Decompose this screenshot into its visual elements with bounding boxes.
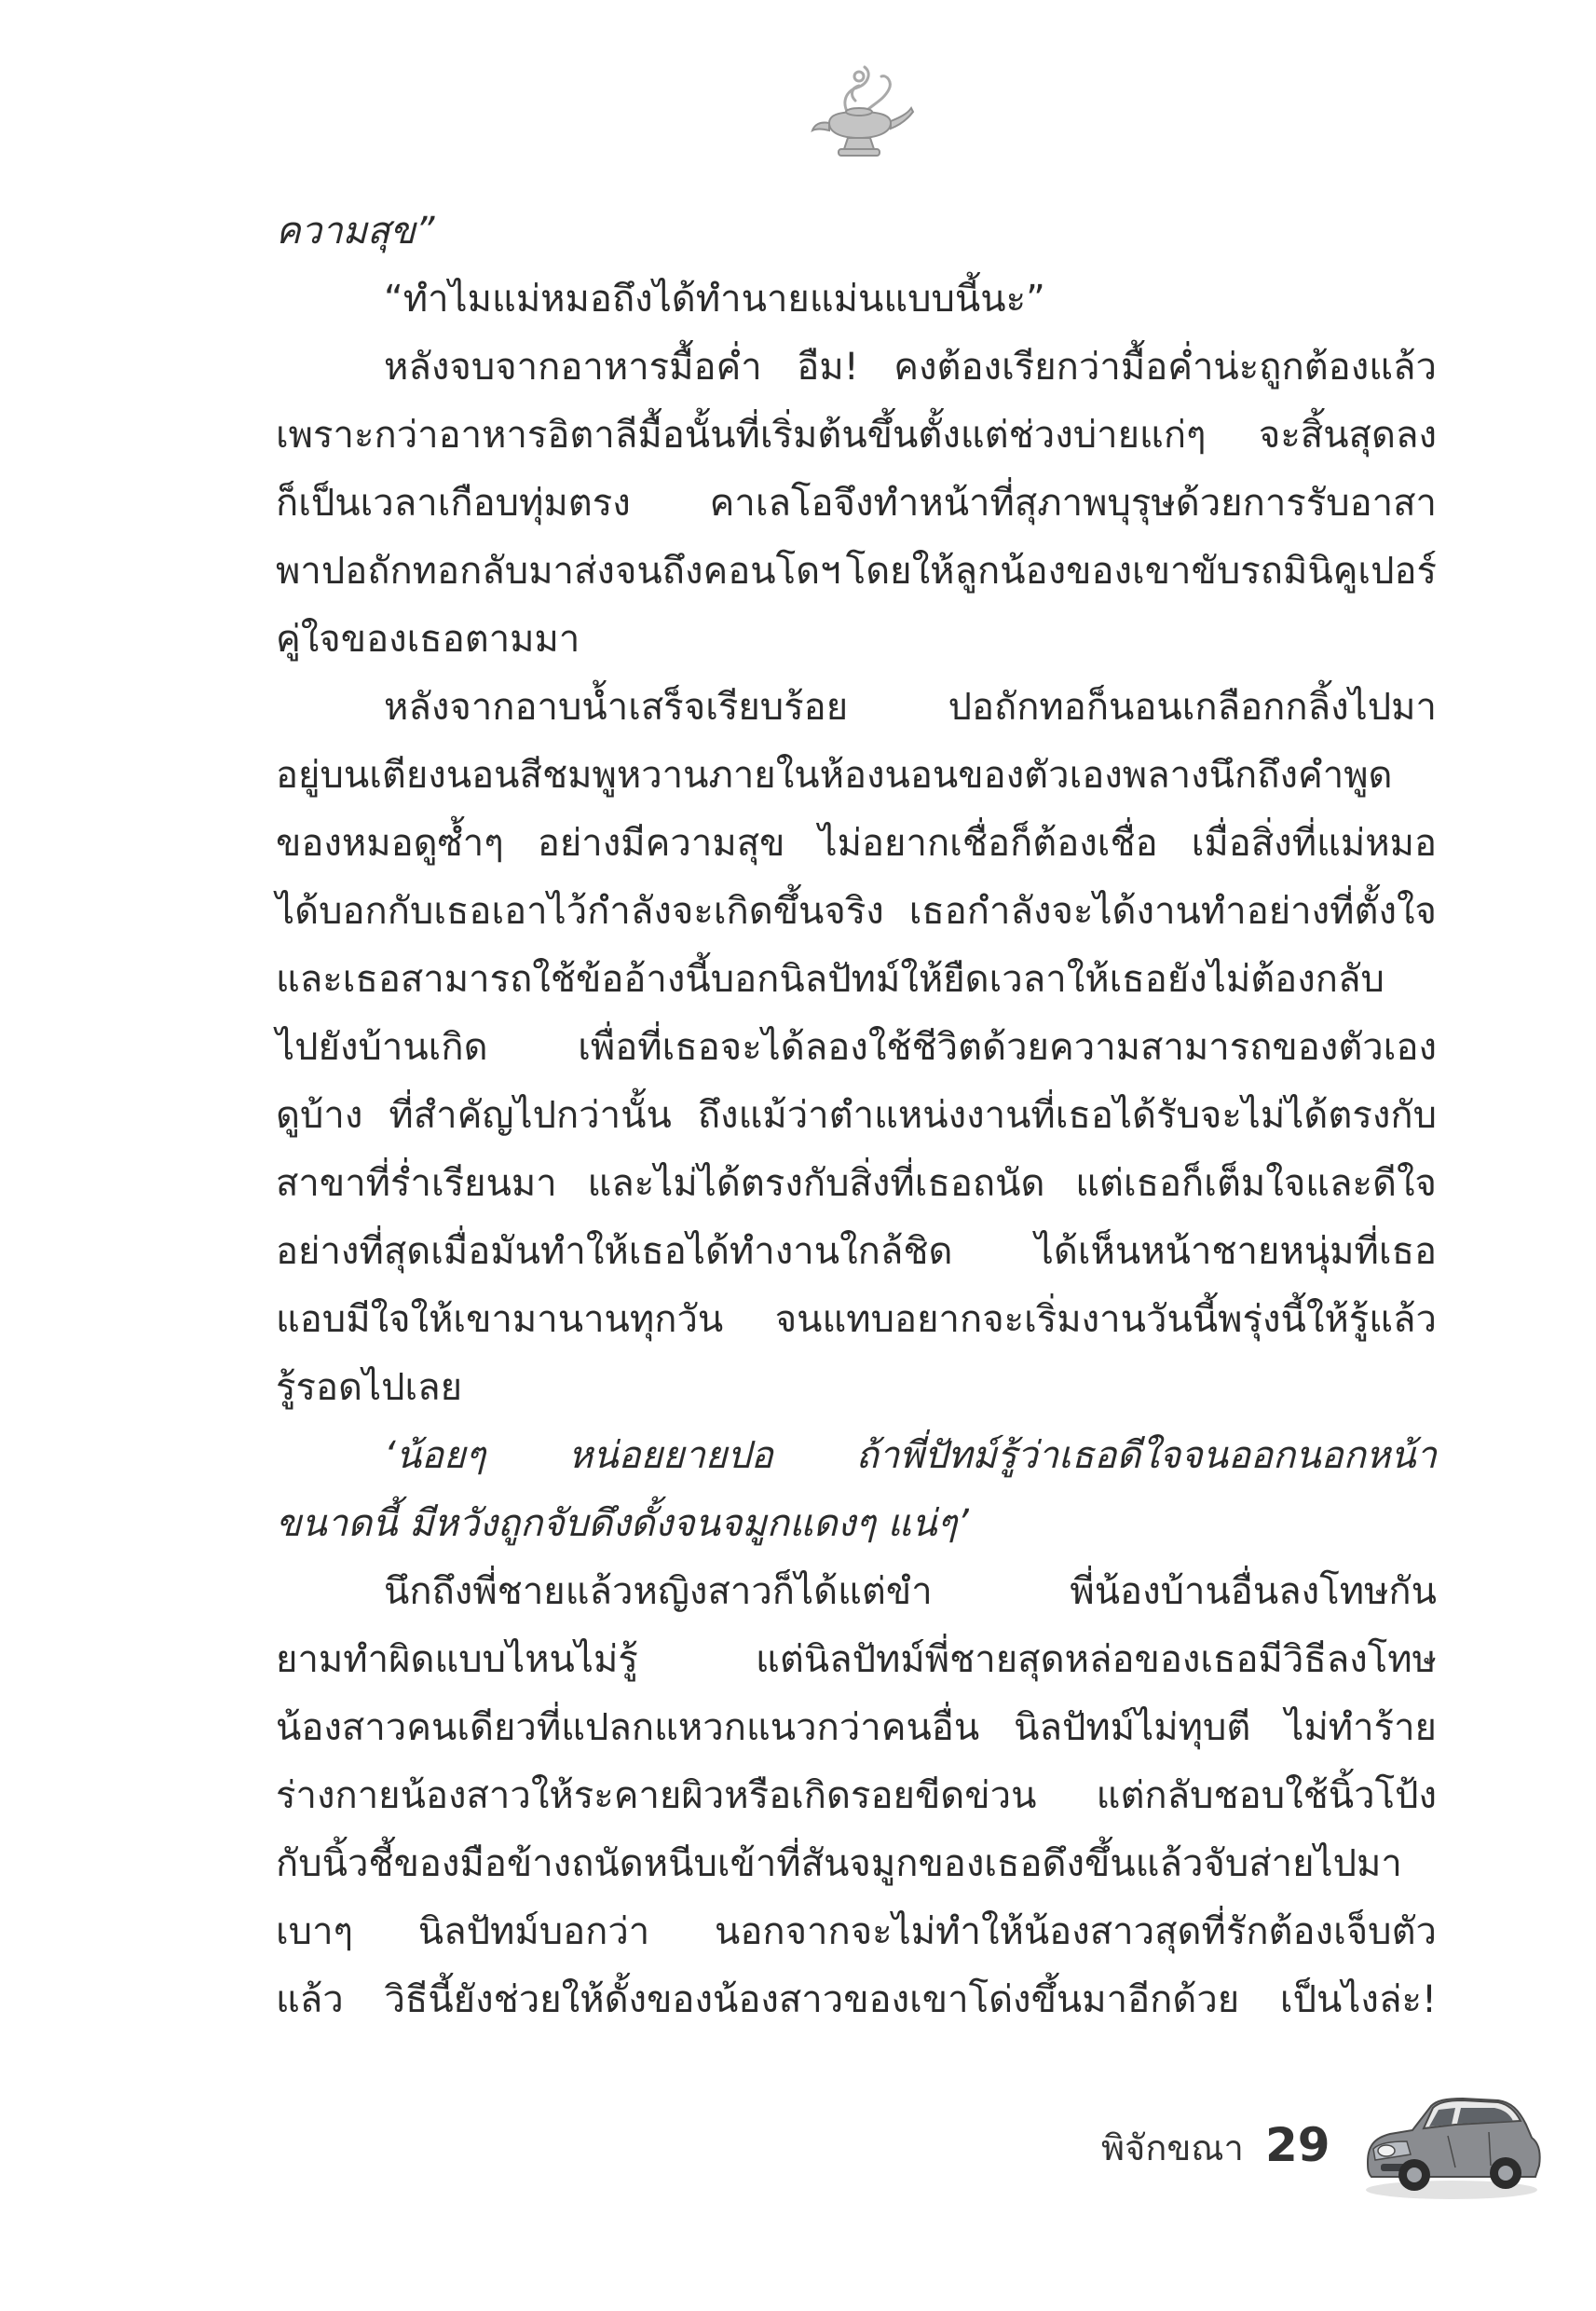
genie-lamp-icon xyxy=(803,63,915,164)
word: ก็เป็นเวลาเกือบทุ่มตรง xyxy=(276,482,631,525)
text-line: ขนาดนี้ มีหวังถูกจับดึงดั้งจนจมูกแดงๆ แน่ๆ’ xyxy=(276,1502,969,1545)
word: กับนิ้วชี้ของมือข้างถนัดหนีบเข้าที่สันจมูกของเธอดึงขึ้นแล้วจับส่ายไปมา xyxy=(276,1842,1402,1885)
word: หลังจากอาบน้ำเสร็จเรียบร้อย xyxy=(384,686,849,729)
word: แต่กลับชอบใช้นิ้วโป้ง xyxy=(1096,1774,1437,1817)
word: แล้ว xyxy=(276,1978,344,2021)
word: เบาๆ xyxy=(276,1910,354,1953)
word: นอกจากจะไม่ทำให้น้องสาวสุดที่รักต้องเจ็บตัว xyxy=(715,1910,1437,1953)
word: อย่างที่สุดเมื่อมันทำให้เธอได้ทำงานใกล้ชิด xyxy=(276,1230,953,1273)
text-line xyxy=(276,1286,1437,1354)
word: ได้บอกกับเธอเอาไว้กำลังจะเกิดขึ้นจริง xyxy=(276,890,884,933)
text-line xyxy=(276,538,1437,606)
word: พี่น้องบ้านอื่นลงโทษกัน xyxy=(1070,1570,1437,1613)
word: เมื่อสิ่งที่แม่หมอ xyxy=(1191,822,1437,865)
word: ถ้าพี่ปัทม์รู้ว่าเธอดีใจจนออกนอกหน้า xyxy=(855,1434,1437,1477)
text-line xyxy=(276,674,1437,742)
word: นึกถึงพี่ชายแล้วหญิงสาวก็ได้แต่ขำ xyxy=(384,1570,933,1613)
word: โดยให้ลูกน้องของเขาขับรถมินิคูเปอร์ xyxy=(845,550,1437,593)
mini-cooper-car-icon xyxy=(1358,2076,1545,2205)
text-line xyxy=(276,1898,1437,1966)
word: พาปอถักทอกลับมาส่งจนถึงคอนโดฯ xyxy=(276,550,841,593)
word: ได้เห็นหน้าชายหนุ่มที่เธอ xyxy=(1034,1230,1437,1273)
text-line xyxy=(276,810,1437,878)
word: ปอถักทอก็นอนเกลือกกลิ้งไปมา xyxy=(948,686,1437,729)
book-title: พิจักขณา xyxy=(1101,2127,1244,2168)
word: แอบมีใจให้เขามานานทุกวัน xyxy=(276,1298,724,1341)
text-line xyxy=(276,1218,1437,1286)
word: ‘น้อยๆ xyxy=(384,1434,486,1477)
text-line xyxy=(276,1830,1437,1898)
page-number: 29 xyxy=(1265,2118,1330,2172)
word: ยามทำผิดแบบไหนไม่รู้ xyxy=(276,1638,638,1681)
word: นิลปัทม์ไม่ทุบตี xyxy=(1014,1706,1251,1749)
word: ถึงแม้ว่าตำแหน่งงานที่เธอได้รับจะไม่ได้ตรงกับ xyxy=(697,1094,1437,1137)
word: จนแทบอยากจะเริ่มงานวันนี้พรุ่งนี้ให้รู้แล้ว xyxy=(774,1298,1437,1341)
word: ร่างกายน้องสาวให้ระคายผิวหรือเกิดรอยขีดข่วน xyxy=(276,1774,1037,1817)
word: ไม่อยากเชื่อก็ต้องเชื่อ xyxy=(818,822,1158,865)
word: และไม่ได้ตรงกับสิ่งที่เธอถนัด xyxy=(587,1162,1045,1205)
word: อย่างมีความสุข xyxy=(537,822,785,865)
word: ที่สำคัญไปกว่านั้น xyxy=(389,1094,672,1137)
text-line xyxy=(276,1422,1437,1490)
word: ไม่ทำร้าย xyxy=(1285,1706,1437,1749)
word: ไปยังบ้านเกิด xyxy=(276,1026,488,1069)
text-line xyxy=(276,470,1437,538)
word: คาเลโอจึงทำหน้าที่สุภาพบุรุษด้วยการรับอาสา xyxy=(709,482,1437,525)
word: หลังจบจากอาหารมื้อค่ำ xyxy=(384,346,762,389)
word: ของหมอดูซ้ำๆ xyxy=(276,822,504,865)
word: คงต้องเรียกว่ามื้อค่ำน่ะถูกต้องแล้ว xyxy=(893,346,1437,389)
word: สาขาที่ร่ำเรียนมา xyxy=(276,1162,557,1205)
text-line xyxy=(276,1558,1437,1626)
body-text xyxy=(276,198,1437,2034)
text-line xyxy=(276,742,1437,810)
word: นิลปัทม์บอกว่า xyxy=(417,1910,650,1953)
word: แต่นิลปัทม์พี่ชายสุดหล่อของเธอมีวิธีลงโทษ xyxy=(756,1638,1437,1681)
text-line xyxy=(276,1082,1437,1150)
text-line xyxy=(276,1626,1437,1694)
word: เป็นไงล่ะ! xyxy=(1279,1978,1437,2021)
text-line: ความสุข” xyxy=(276,210,435,253)
word: หน่อยยายปอ xyxy=(567,1434,773,1477)
word: เพราะกว่าอาหารอิตาลีมื้อนั้นที่เริ่มต้นขึ้นตั้งแต่ช่วงบ่ายแก่ๆ xyxy=(276,414,1207,457)
word: วิธีนี้ยังช่วยให้ดั้งของน้องสาวของเขาโด่งขึ้นมาอีกด้วย xyxy=(384,1978,1240,2021)
text-line xyxy=(276,1694,1437,1762)
word: และเธอสามารถใช้ข้ออ้างนี้บอกนิลปัทม์ให้ยืดเวลาให้เธอยังไม่ต้องกลับ xyxy=(276,958,1385,1001)
word: จะสิ้นสุดลง xyxy=(1258,414,1437,457)
text-line xyxy=(276,1966,1437,2034)
word: เธอกำลังจะได้งานทำอย่างที่ตั้งใจ xyxy=(908,890,1437,933)
text-line xyxy=(276,878,1437,946)
text-line xyxy=(276,1150,1437,1218)
word: แต่เธอก็เต็มใจและดีใจ xyxy=(1075,1162,1437,1205)
word: เพื่อที่เธอจะได้ลองใช้ชีวิตด้วยความสามารถของตัวเอง xyxy=(578,1026,1437,1069)
text-line: “ทำไมแม่หมอถึงได้ทำนายแม่นแบบนี้นะ” xyxy=(384,278,1045,321)
word: น้องสาวคนเดียวที่แปลกแหวกแนวกว่าคนอื่น xyxy=(276,1706,980,1749)
text-line xyxy=(276,334,1437,402)
word: ดูบ้าง xyxy=(276,1094,363,1137)
text-line: คู่ใจของเธอตามมา xyxy=(276,618,580,661)
text-line xyxy=(276,1762,1437,1830)
word: อยู่บนเตียงนอนสีชมพูหวานภายในห้องนอนของตัวเองพลางนึกถึงคำพูด xyxy=(276,754,1393,797)
word: อืม! xyxy=(797,346,859,389)
text-line: รู้รอดไปเลย xyxy=(276,1366,463,1409)
text-line xyxy=(276,946,1437,1014)
text-line xyxy=(276,402,1437,470)
text-line xyxy=(276,1014,1437,1082)
